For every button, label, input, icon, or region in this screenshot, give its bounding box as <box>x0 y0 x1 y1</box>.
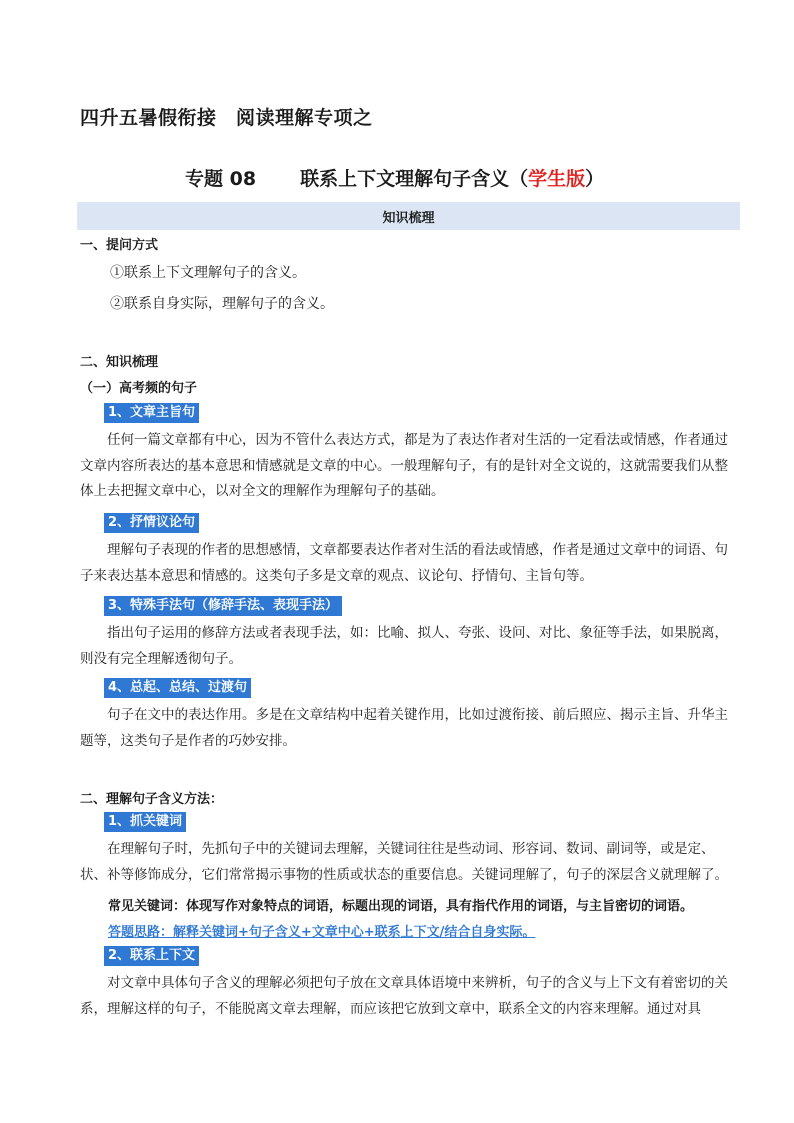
common-keywords-note: 常见关键词：体现写作对象特点的词语，标题出现的词语，具有指代作用的词语，与主旨密切的词语。 <box>108 899 694 914</box>
tag-transition-sentence: 4、总起、总结、过渡句 <box>104 678 251 698</box>
tag-context: 2、联系上下文 <box>104 946 199 966</box>
heading-question-types: 一、提问方式 <box>80 238 159 253</box>
topic-name: 联系上下文理解句子含义（ <box>300 168 529 190</box>
paragraph-theme-sentence: 任何一篇文章都有中心，因为不管什么表达方式，都是为了表达作者对生活的一定看法或情感，作者通过文章内容所表达的基本意思和情感就是文章的中心。一般理解句子，有的是针对全文说的，这就需要我们从整体上去把握文章中心，以对全文的理解作为理解句子的基础。 <box>80 432 728 499</box>
topic-close: ） <box>585 168 605 190</box>
tag-theme-sentence: 1、文章主旨句 <box>104 403 199 423</box>
tag-keywords: 1、抓关键词 <box>104 812 186 832</box>
answer-idea-note: 答题思路：解释关键词+句子含义+文章中心+联系上下文/结合自身实际。 <box>108 925 536 940</box>
tag-special-technique: 3、特殊手法句（修辞手法、表现手法） <box>104 596 342 616</box>
paragraph-special-technique: 指出句子运用的修辞方法或者表现手法，如：比喻、拟人、夸张、设问、对比、象征等手法，如果脱离，则没有完全理解透彻句子。 <box>80 625 728 667</box>
version-label: 学生版 <box>528 168 586 190</box>
paragraph-transition-sentence: 句子在文中的表达作用。多是在文章结构中起着关键作用，比如过渡衔接、前后照应、揭示主旨、升华主题等，这类句子是作者的巧妙安排。 <box>80 707 728 749</box>
paragraph-context: 对文章中具体句子含义的理解必须把句子放在文章具体语境中来辨析，句子的含义与上下文有着密切的关系，理解这样的句子，不能脱离文章去理解，而应该把它放到文章中，联系全文的内容来理解。通过对具 <box>80 975 728 1017</box>
paragraph-lyric-sentence: 理解句子表现的作者的思想感情，文章都要表达作者对生活的看法或情感，作者是通过文章中的词语、句子来表达基本意思和情感的。这类句子多是文章的观点、议论句、抒情句、主旨句等。 <box>80 542 728 584</box>
question-item-1: ①联系上下文理解句子的含义。 <box>110 265 306 281</box>
topic-number: 专题 08 <box>185 168 257 190</box>
topic-title <box>185 164 604 191</box>
tag-lyric-sentence: 2、抒情议论句 <box>104 513 199 533</box>
heading-knowledge: 二、知识梳理 <box>80 355 159 370</box>
document-title: 四升五暑假衔接 阅读理解专项之 <box>80 107 373 129</box>
question-item-2: ②联系自身实际，理解句子的含义。 <box>110 296 334 312</box>
subheading-sentences: （一）高考频的句子 <box>80 381 198 396</box>
heading-methods: 二、理解句子含义方法： <box>80 792 224 807</box>
paragraph-keywords: 在理解句子时，先抓句子中的关键词去理解，关键词往往是些动词、形容词、数词、副词等，或是定、状、补等修饰成分，它们常常揭示事物的性质或状态的重要信息。关键词理解了，句子的深层含义就理解了。 <box>80 841 728 883</box>
section-banner <box>77 202 740 230</box>
section-banner-label: 知识梳理 <box>382 211 435 226</box>
